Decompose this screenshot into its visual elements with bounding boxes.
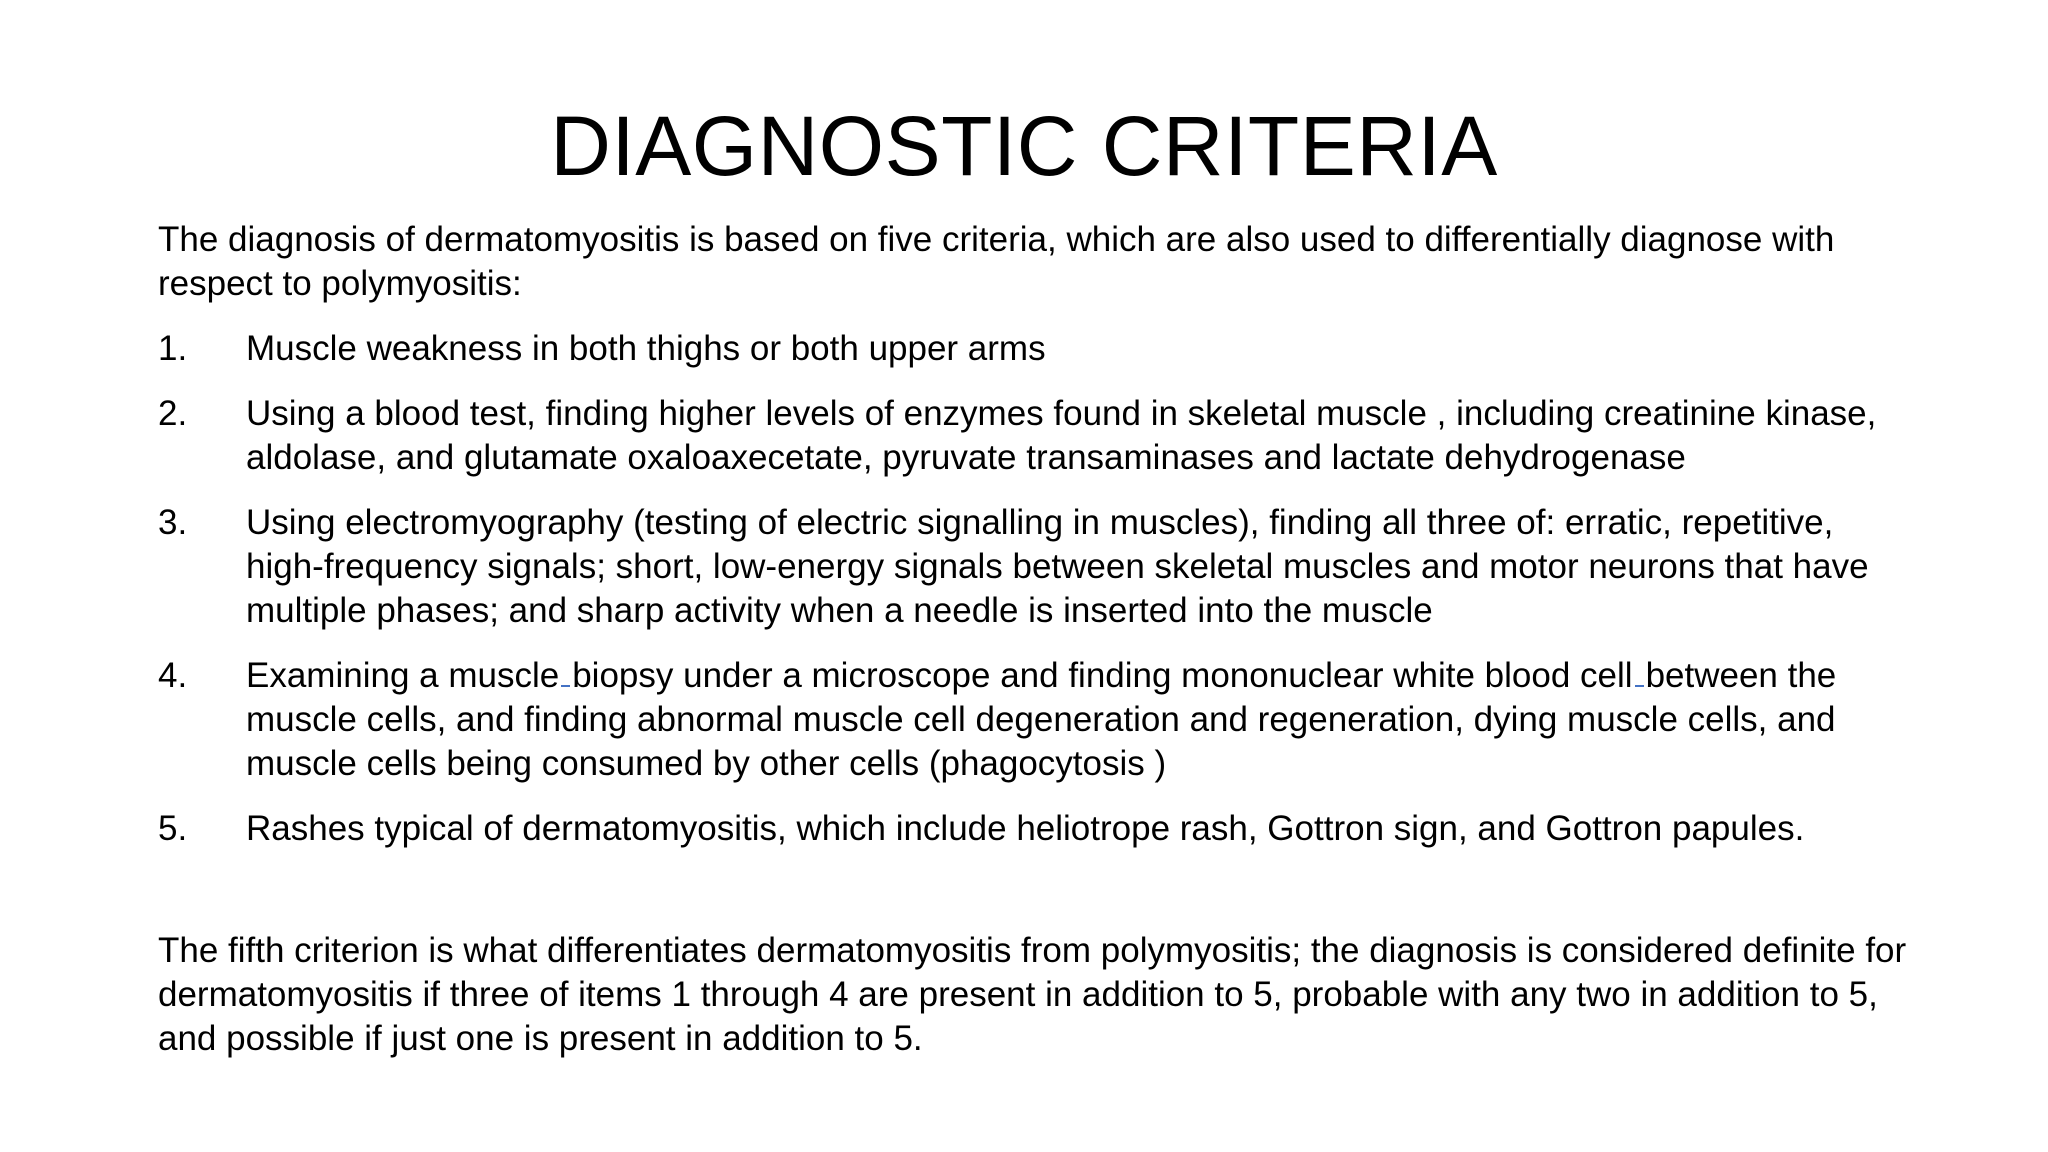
- criterion-text: Using a blood test, finding higher levels of enzymes found in skeletal muscle , including creatinine kinase, aldolase, and glutamate oxaloaxecetate, pyruvate transaminases and lactate dehydrogenase: [246, 394, 1877, 477]
- criterion-item-1: [158, 327, 1918, 371]
- criterion-number: 5.: [158, 809, 188, 848]
- criterion-number: 4.: [158, 656, 188, 695]
- criterion-item-2: [158, 392, 1918, 480]
- criterion-number: 2.: [158, 394, 188, 433]
- criterion-text-part-b: biopsy under a microscope and finding mononuclear white blood cell: [572, 656, 1633, 695]
- slide-body: [158, 218, 1918, 1061]
- criterion-number: 3.: [158, 503, 188, 542]
- criterion-item-5: [158, 807, 1918, 851]
- criterion-text-part-c: between the muscle cells, and finding abnormal muscle cell degeneration and regeneration, dying muscle cells, and muscle cells being consumed by other cells (phagocytosis ): [246, 656, 1837, 783]
- criterion-text-part-a: Examining a muscle: [246, 656, 560, 695]
- intro-paragraph: The diagnosis of dermatomyositis is based on five criteria, which are also used to differentially diagnose with respect to polymyositis:: [158, 220, 1835, 303]
- criterion-text: Muscle weakness in both thighs or both upper arms: [246, 329, 1046, 368]
- criterion-item-4: [158, 654, 1918, 786]
- criterion-number: 1.: [158, 329, 188, 368]
- hyperlink-underline-mark: [561, 657, 570, 687]
- criterion-text: Rashes typical of dermatomyositis, which include heliotrope rash, Gottron sign, and Gottron papules.: [246, 809, 1805, 848]
- slide-title: DIAGNOSTIC CRITERIA: [550, 99, 1498, 193]
- conclusion-paragraph: The fifth criterion is what differentiates dermatomyositis from polymyositis; the diagnosis is considered definite for dermatomyositis if three of items 1 through 4 are present in addition to 5, probable with any two in addition to 5, and possible if just one is present in addition to 5.: [158, 931, 1907, 1058]
- criterion-item-3: [158, 501, 1918, 633]
- criteria-list: [158, 327, 1918, 851]
- hyperlink-underline-mark: [1635, 657, 1644, 687]
- criterion-text: Using electromyography (testing of electric signalling in muscles), finding all three of: erratic, repetitive, high-frequency signals; short, low-energy signals between skeletal muscles and motor neurons that have multiple phases; and sharp activity when a needle is inserted into the muscle: [246, 503, 1869, 630]
